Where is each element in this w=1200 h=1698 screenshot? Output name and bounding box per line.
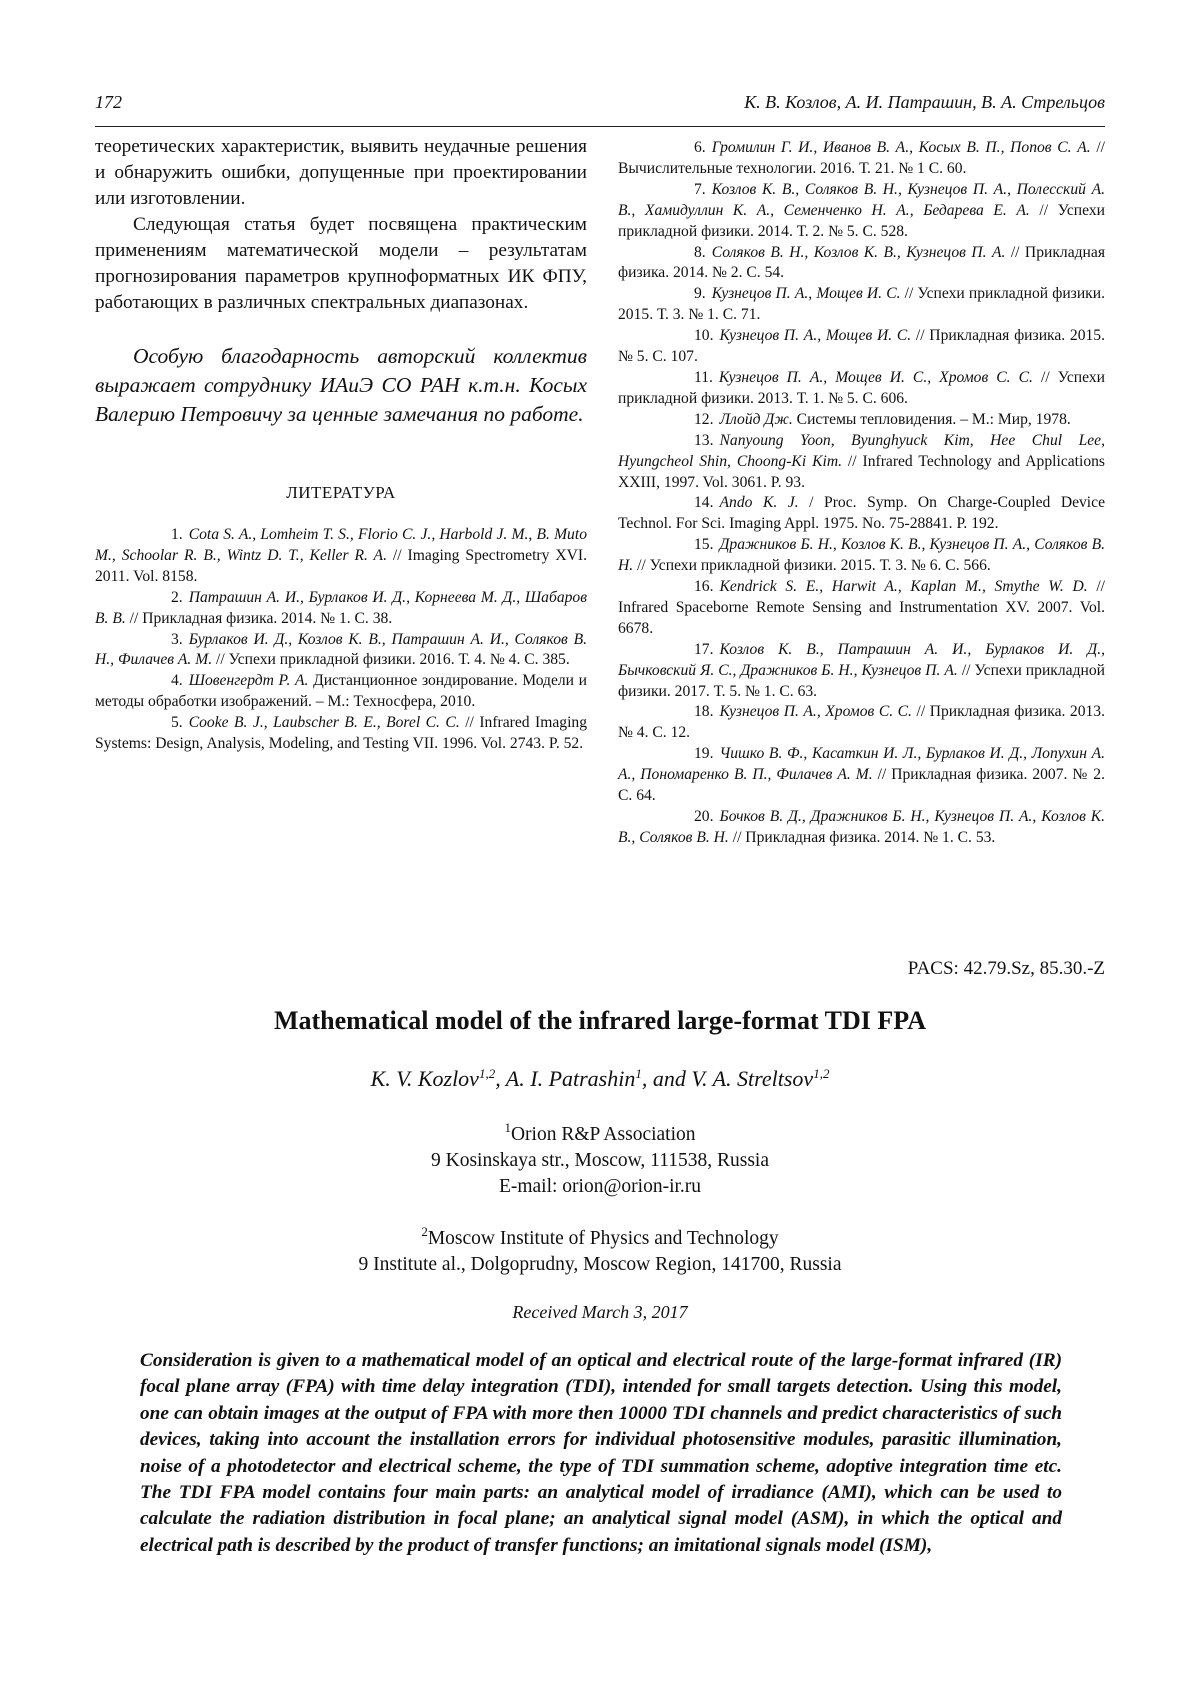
affiliation-address: 9 Institute al., Dolgoprudny, Moscow Region, 141700, Russia (358, 1254, 842, 1275)
pacs-codes: PACS: 42.79.Sz, 85.30.-Z (907, 958, 1105, 979)
reference-item (618, 138, 1105, 180)
reference-item (618, 284, 1105, 326)
reference-item (618, 243, 1105, 285)
reference-authors: Шовенгердт Р. А. (188, 672, 309, 690)
reference-number: 18. (694, 703, 714, 721)
reference-number: 14. (694, 494, 714, 512)
reference-authors: Козлов К. В., Патрашин А. И., Бурлаков И. Д., Бычковский Я. С., Дражников Б. Н., Кузнецов П. А. (618, 640, 1105, 679)
reference-authors: Ллойд Дж. (719, 410, 793, 428)
reference-item (618, 702, 1105, 744)
reference-item (95, 671, 587, 713)
reference-item (618, 368, 1105, 410)
acknowledgement: Особую благодарность авторский коллектив выражает сотруднику ИАиЭ СО РАН к.т.н. Косых Валерию Петровичу за ценные замечания по работе. (95, 344, 587, 426)
body-paragraph: Следующая статья будет посвящена практическим применениям математической модели – результатам прогнозирования параметров крупноформатных ИК ФПУ, работающих в различных спектральных диапазонах. (95, 214, 587, 313)
page-header (95, 92, 1105, 118)
reference-number: 12. (694, 410, 714, 428)
reference-source: Системы тепловидения. – М.: Мир, 1978. (792, 410, 1071, 428)
reference-authors: Kendrick S. E., Harwit A., Kaplan M., Smythe W. D. (719, 578, 1088, 596)
reference-authors: Кузнецов П. А., Мощев И. С. (711, 285, 901, 303)
reference-item (95, 525, 587, 588)
reference-authors: Козлов К. В., Соляков В. Н., Кузнецов П. А., Полесский А. В., Хамидуллин К. А., Семенченко Н. А., Бедарева Е. А. (618, 180, 1105, 219)
affiliation-1 (95, 1122, 1105, 1200)
reference-item (618, 744, 1105, 807)
reference-authors: Ando K. J. (719, 494, 799, 512)
reference-number: 19. (694, 745, 714, 763)
literature-heading: ЛИТЕРАТУРА (286, 483, 396, 502)
reference-item (618, 577, 1105, 640)
reference-source: // Успехи прикладной физики. 2013. Т. 1. № 5. С. 606. (618, 368, 1105, 407)
reference-authors: Cooke B. J., Laubscher B. E., Borel C. C. (188, 714, 460, 732)
reference-authors: Nanyoung Yoon, Byunghyuck Kim, Hee Chul Lee, Hyungcheol Shin, Choong-Ki Kim. (618, 431, 1105, 470)
reference-number: 9. (694, 285, 706, 303)
reference-number: 20. (694, 808, 714, 825)
reference-list-right (618, 138, 1105, 849)
reference-source: // Успехи прикладной физики. 2015. Т. 3. № 6. С. 566. (633, 557, 991, 575)
reference-number: 16. (694, 578, 714, 596)
affiliation-mark: 1 (504, 1120, 511, 1135)
reference-source: // Успехи прикладной физики. 2017. Т. 5. № 1. С. 63. (618, 661, 1105, 700)
reference-authors: Кузнецов П. А., Мощев И. С. (719, 327, 912, 345)
reference-authors: Кузнецов П. А., Хромов С. С. (719, 703, 912, 721)
reference-number: 6. (694, 139, 706, 156)
reference-source: // Прикладная физика. 2007. № 2. С. 64. (618, 766, 1105, 805)
reference-item (95, 713, 587, 755)
author-affiliation-mark: 1,2 (813, 1066, 830, 1081)
reference-source: // Прикладная физика. 2014. № 2. С. 54. (618, 243, 1105, 282)
reference-authors: Чишко В. Ф., Касаткин И. Л., Бурлаков И. Д., Лопухин А. А., Пономаренко В. П., Филачев А. М. (618, 745, 1105, 784)
reference-item (618, 493, 1105, 535)
reference-number: 10. (694, 327, 714, 345)
page-number: 172 (95, 92, 122, 112)
reference-item (618, 431, 1105, 494)
reference-number: 17. (694, 640, 714, 658)
reference-authors: Дражников Б. Н., Козлов К. В., Кузнецов П. А., Соляков В. Н. (618, 536, 1105, 575)
reference-item (618, 326, 1105, 368)
reference-item (618, 535, 1105, 577)
reference-authors: Бурлаков И. Д., Козлов К. В., Патрашин А. И., Соляков В. Н., Филачев А. М. (95, 630, 587, 669)
reference-authors: Бочков В. Д., Дражников Б. Н., Кузнецов П. А., Козлов К. В., Соляков В. Н. (618, 808, 1105, 846)
affiliation-mark: 2 (421, 1224, 428, 1239)
affiliation-name: Moscow Institute of Physics and Technology (427, 1228, 779, 1249)
reference-source: / Proc. Symp. On Charge-Coupled Device Technol. For Sci. Imaging Appl. 1975. No. 75-28841. P. 192. (618, 494, 1105, 533)
reference-item (618, 410, 1105, 431)
reference-item (618, 180, 1105, 243)
reference-number: 11. (694, 368, 713, 386)
body-paragraph: теоретических характеристик, выявить неудачные решения и обнаружить ошибки, допущенные при проектировании или изготовлении. (95, 136, 587, 209)
header-rule (95, 126, 1105, 127)
reference-source: // Infrared Technology and Applications XXIII, 1997. Vol. 3061. P. 93. (618, 452, 1105, 491)
reference-source: // Прикладная физика. 2014. № 1. С. 53. (728, 828, 996, 846)
received-date: Received March 3, 2017 (512, 1302, 688, 1322)
reference-authors: Соляков В. Н., Козлов К. В., Кузнецов П. А. (711, 243, 1006, 261)
reference-source: // Успехи прикладной физики. 2014. Т. 2. № 5. С. 528. (618, 201, 1105, 240)
abstract: Consideration is given to a mathematical model of an optical and electrical route of the large-format infrared (IR) focal plane array (FPA) with time delay integration (TDI), intended for small targets detection. Using this model, one can obtain images at the output of FPA with more then 10000 TDI channels and predict characteristics of such devices, taking into account the installation errors for individual photosensitive modules, parasitic illumination, noise of a photodetector and electrical scheme, the type of TDI summation scheme, adoptive integration time etc. The TDI FPA model contains four main parts: an analytical model of irradiance (AMI), which can be used to calculate the radiation distribution in focal plane; an analytical signal model (ASM), in which the optical and electrical path is described by the product of transfer functions; an imitational signals model (ISM), (140, 1350, 1062, 1556)
reference-source: // Infrared Spaceborne Remote Sensing and Instrumentation XV. 2007. Vol. 6678. (618, 578, 1105, 637)
reference-source: // Прикладная физика. 2014. № 1. С. 38. (125, 609, 393, 627)
reference-source: // Вычислительные технологии. 2016. Т. 21. № 1 С. 60. (618, 139, 1105, 177)
reference-source: // Infrared Imaging Systems: Design, Analysis, Modeling, and Testing VII. 1996. Vol. 2743. P. 52. (95, 714, 587, 753)
affiliation-2 (95, 1226, 1105, 1278)
reference-item (618, 640, 1105, 703)
reference-source: // Успехи прикладной физики. 2016. Т. 4. № 4. С. 385. (212, 651, 570, 669)
affiliation-address: 9 Kosinskaya str., Moscow, 111538, Russia (431, 1150, 769, 1171)
reference-number: 7. (694, 180, 706, 198)
reference-number: 3. (171, 630, 183, 648)
reference-source: // Успехи прикладной физики. 2015. Т. 3. № 1. С. 71. (618, 285, 1106, 324)
affiliation-name: Orion R&P Association (510, 1124, 696, 1145)
reference-authors: Патрашин А. И., Бурлаков И. Д., Корнеева М. Д., Шабаров В. В. (95, 588, 587, 627)
reference-authors: Cota S. A., Lomheim T. S., Florio C. J., Harbold J. M., B. Muto M., Schoolar R. B., Wintz D. T., Keller R. A. (95, 526, 587, 564)
reference-number: 2. (171, 588, 183, 606)
article-authors (95, 1066, 1105, 1092)
reference-number: 13. (694, 431, 714, 449)
reference-source: Дистанционное зондирование. Модели и методы обработки изображений. – М.: Техносфера, 2010. (95, 672, 587, 711)
reference-item (95, 630, 587, 672)
affiliation-email: E-mail: orion@orion-ir.ru (498, 1176, 702, 1197)
author-affiliation-mark: 1,2 (478, 1066, 496, 1081)
right-column (618, 138, 1105, 849)
reference-source: // Прикладная физика. 2013. № 4. С. 12. (618, 703, 1106, 742)
reference-authors: Кузнецов П. А., Мощев И. С., Хромов С. С. (718, 368, 1033, 386)
reference-source: // Прикладная физика. 2015. № 5. С. 107. (618, 327, 1106, 366)
author-affiliation-mark: 1 (635, 1066, 642, 1081)
reference-item (618, 807, 1105, 849)
reference-number: 5. (171, 714, 183, 732)
reference-number: 1. (171, 526, 183, 543)
article-title: Mathematical model of the infrared large-format TDI FPA (273, 1006, 926, 1035)
author-name: , and V. A. Streltsov (641, 1066, 814, 1091)
reference-item (95, 588, 587, 630)
reference-source: // Imaging Spectrometry XVI. 2011. Vol. 8158. (95, 546, 587, 585)
left-column (95, 134, 587, 755)
reference-list-left (95, 525, 587, 755)
running-head: К. В. Козлов, А. И. Патрашин, В. А. Стрельцов (744, 92, 1105, 112)
reference-number: 8. (694, 243, 706, 261)
author-name: , A. I. Patrashin (495, 1066, 636, 1091)
author-name: K. V. Kozlov (370, 1066, 479, 1091)
reference-authors: Громилин Г. И., Иванов В. А., Косых В. П., Попов С. А. (711, 139, 1091, 156)
reference-number: 15. (694, 536, 714, 554)
reference-number: 4. (171, 672, 183, 690)
